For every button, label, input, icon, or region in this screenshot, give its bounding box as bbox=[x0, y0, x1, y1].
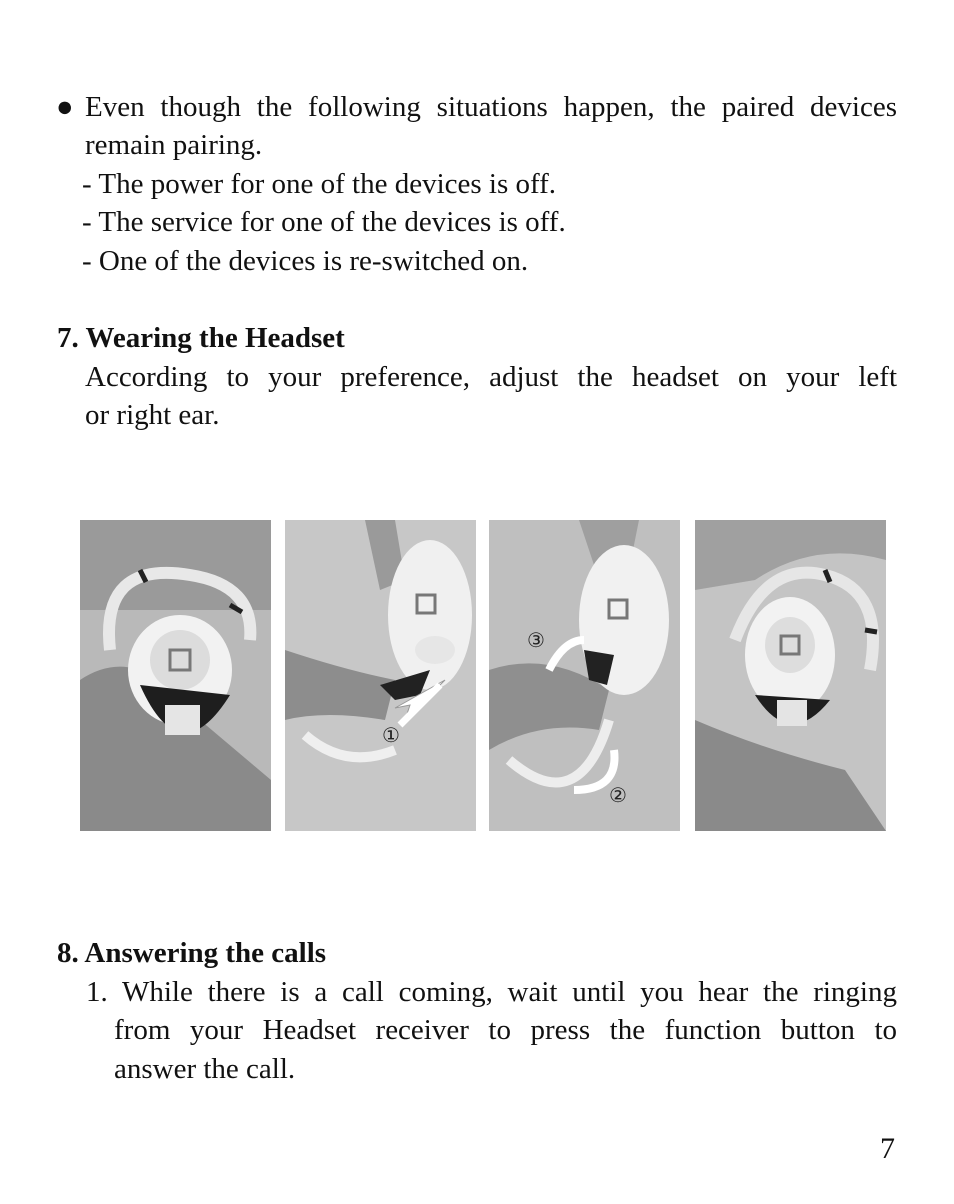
pairing-item-reswitch: - One of the devices is re-switched on. bbox=[82, 245, 529, 277]
pairing-item-service: - The service for one of the devices is off. bbox=[82, 206, 566, 238]
page-number: 7 bbox=[880, 1132, 895, 1165]
section-heading-wearing: 7. Wearing the Headset bbox=[57, 322, 345, 354]
answering-text-line1: 1. While there is a call coming, wait until you hear the ringing bbox=[86, 976, 897, 1008]
answering-text-line3: answer the call. bbox=[114, 1053, 296, 1085]
photo-headset-front bbox=[80, 520, 271, 831]
step-marker-3: ③ bbox=[527, 630, 545, 652]
photo-headset-worn bbox=[695, 520, 886, 831]
bullet-glyph: ● bbox=[56, 91, 74, 123]
photo-steps-2-3 bbox=[489, 520, 680, 831]
section-heading-answering: 8. Answering the calls bbox=[57, 937, 327, 969]
pairing-text-line2: remain pairing. bbox=[85, 129, 263, 161]
pairing-text-line1: Even though the following situations happen, the paired devices bbox=[85, 91, 897, 123]
photo-step-1 bbox=[285, 520, 476, 831]
step-marker-1: ① bbox=[382, 725, 400, 747]
answering-text-line2: from your Headset receiver to press the function button to bbox=[114, 1014, 897, 1046]
pairing-item-power: - The power for one of the devices is off. bbox=[82, 168, 557, 200]
wearing-text-line1: According to your preference, adjust the headset on your left bbox=[85, 361, 897, 393]
step-marker-2: ② bbox=[609, 785, 627, 807]
wearing-text-line2: or right ear. bbox=[85, 399, 220, 431]
